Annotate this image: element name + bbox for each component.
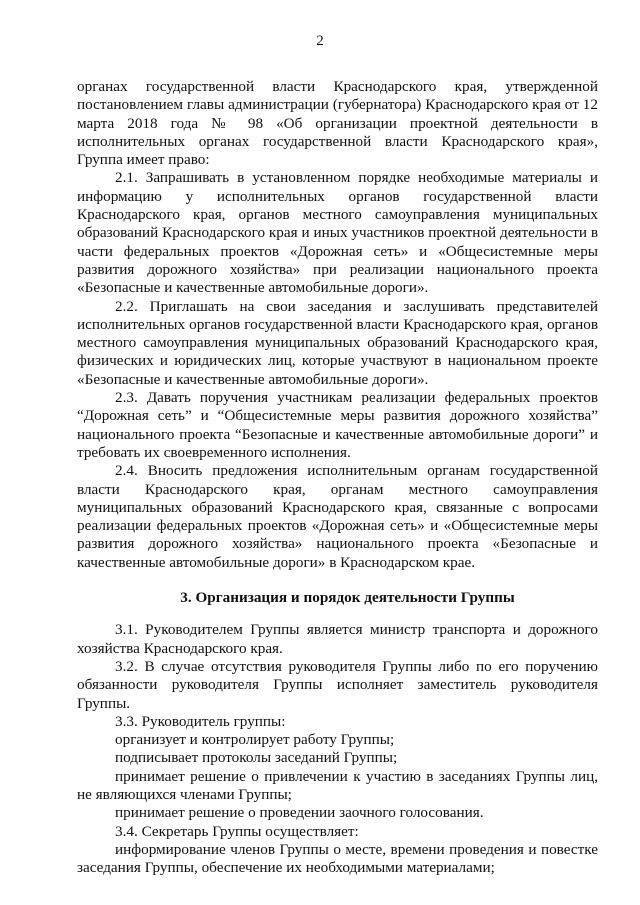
duty-organize: организует и контролирует работу Группы; <box>115 731 395 749</box>
clause-3-4: 3.4. Секретарь Группы осуществляет: <box>115 822 359 840</box>
clause-3-2: 3.2. В случае отсутствия руководителя Группы либо по его поручению обязанности руководителя Группы исполняет заместитель руководителя Группы. <box>77 657 598 712</box>
clause-3-1: 3.1. Руководителем Группы является министр транспорта и дорожного хозяйства Краснодарского края. <box>77 621 598 657</box>
intro-paragraph: органах государственной власти Краснодарского края, утвержденной постановлением главы администрации (губернатора) Краснодарского края от 12 марта 2018 года № 98 «Об организации проектной деятельности в исполнительных органах государственной власти Краснодарского края», Группа имеет право: <box>77 78 598 169</box>
clause-2-2: 2.2. Приглашать на свои заседания и заслушивать представителей исполнительных органов государственной власти Краснодарского края, органов местного самоуправления муниципальных образований Краснодарского края, физических и юридических лиц, которые участвуют в национальном проекте «Безопасные и качественные автомобильные дороги». <box>77 297 598 388</box>
clause-2-3: 2.3. Давать поручения участникам реализации федеральных проектов “Дорожная сеть” и “Общесистемные меры развития дорожного хозяйства” национального проекта “Безопасные и качественные автомобильные дороги” и требовать их своевременного исполнения. <box>77 389 598 461</box>
duty-sign: подписывает протоколы заседаний Группы; <box>115 749 398 767</box>
duty-vote: принимает решение о проведении заочного голосования. <box>115 804 484 822</box>
duty-inform: информирование членов Группы о месте, времени проведения и повестке заседания Группы, обеспечение их необходимыми материалами; <box>77 840 598 877</box>
clause-2-1: 2.1. Запрашивать в установленном порядке необходимые материалы и информацию у исполнительных органов государственной власти Краснодарского края, органов местного самоуправления муниципальных образований Краснодарского края и иных участников проектной деятельности в части федеральных проектов «Дорожная сеть» и «Общесистемные меры развития дорожного хозяйства» при реализации национального проекта «Безопасные и качественные автомобильные дороги». <box>77 169 598 297</box>
page-number: 2 <box>316 33 324 49</box>
section-3-heading: 3. Организация и порядок деятельности Группы <box>180 589 515 607</box>
clause-2-4: 2.4. Вносить предложения исполнительным органам государственной власти Краснодарского края, органам местного самоуправления муниципальных образований Краснодарского края, связанные с вопросами реализации федеральных проектов «Дорожная сеть» и «Общесистемные меры развития дорожного хозяйства» национального проекта «Безопасные и качественные автомобильные дороги» в Краснодарском крае. <box>77 462 598 571</box>
duty-invite: принимает решение о привлечении к участию в заседаниях Группы лиц, не являющихся членами Группы; <box>77 767 598 803</box>
document-body <box>77 78 598 877</box>
clause-3-3: 3.3. Руководитель группы: <box>115 712 286 730</box>
